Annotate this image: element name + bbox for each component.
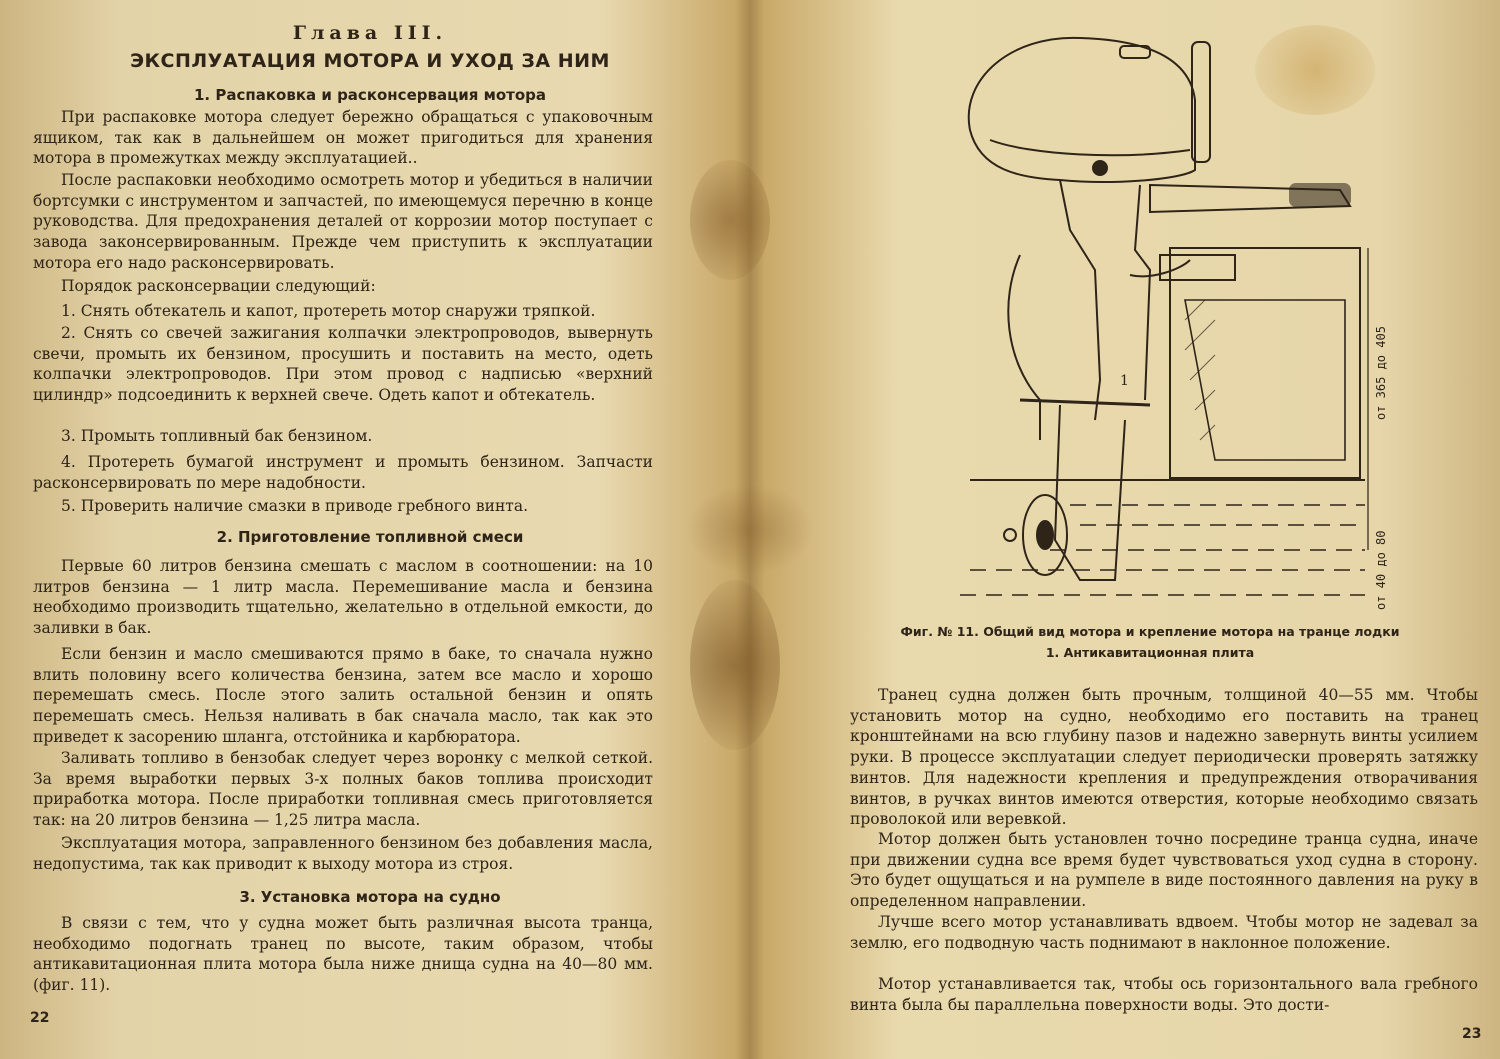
paragraph: После распаковки необходимо осмотреть мотор и убедиться в наличии бортсумки с инструментом и запчастей, по имеющемуся перечню в конце руководства. Для предохранения деталей от коррозии мотор поступает с завода законсервированным. Прежде чем приступить к эксплуатации мотора его надо расконсервировать. bbox=[33, 171, 653, 272]
list-item: 5. Проверить наличие смазки в приводе гребного винта. bbox=[61, 497, 529, 515]
propeller-nut bbox=[1004, 529, 1016, 541]
leg-right bbox=[1135, 185, 1150, 400]
engine-hood bbox=[969, 38, 1195, 182]
paragraph: Порядок расконсервации следующий: bbox=[61, 277, 376, 295]
paragraph: Эксплуатация мотора, заправленного бензином без добавления масла, недопустима, так как приводит к выходу мотора из строя. bbox=[33, 834, 653, 873]
paragraph: Лучше всего мотор устанавливать вдвоем. Чтобы мотор не задевал за землю, его подводную часть поднимают в наклонное положение. bbox=[850, 913, 1478, 952]
list-item: 2. Снять со свечей зажигания колпачки электропроводов, вывернуть свечи, промыть их бензином, просушить и поставить на место, одеть колпачки электропроводов. При этом провод с надписью «верхний цилиндр» подсоединить к верхней свече. Одеть капот и обтекатель. bbox=[33, 324, 653, 405]
leg-left bbox=[1060, 180, 1100, 420]
paragraph: Мотор должен быть установлен точно посредине транца судна, иначе при движении судна все время будет чувствоваться уход судна в сторону. Это будет ощущаться и на румпеле в виде постоянного давления на руку в определенном направлении. bbox=[850, 830, 1478, 911]
tiller-grip bbox=[1290, 184, 1350, 206]
motor-figure bbox=[950, 20, 1490, 620]
caption-line: 1. Антикавитационная плита bbox=[1045, 645, 1255, 660]
left-page bbox=[0, 0, 740, 1059]
list-item: 3. Промыть топливный бак бензином. bbox=[61, 427, 373, 445]
dimension-label-bottom: от 40 до 80 bbox=[1374, 530, 1388, 610]
dimension-label-top: от 365 до 405 bbox=[1374, 326, 1388, 420]
section-heading: 1. Распаковка и расконсервация мотора bbox=[193, 86, 546, 104]
hood-seam bbox=[990, 140, 1190, 155]
transom-inner bbox=[1185, 300, 1345, 460]
propeller-hub bbox=[1037, 521, 1053, 549]
figure-caption bbox=[860, 621, 1440, 663]
right-page bbox=[760, 0, 1500, 1059]
paragraph: Если бензин и масло смешиваются прямо в баке, то сначала нужно влить половину всего количества бензина, затем все масло и хорошо перемешать смесь. После этого залить остальной бензин и опять перемешать смесь. Нельзя наливать в бак сначала масло, так как это приведет к засорению шланга, отстойника и карбюратора. bbox=[33, 645, 653, 746]
section-heading: 3. Установка мотора на судно bbox=[239, 888, 501, 906]
list-item: 4. Протереть бумагой инструмент и промыть бензином. Запчасти расконсервировать по мере надобности. bbox=[33, 453, 653, 492]
water-line bbox=[960, 505, 1365, 595]
paragraph: Мотор устанавливается так, чтобы ось горизонтального вала гребного винта была бы параллельна поверхности воды. Это дости- bbox=[850, 975, 1478, 1014]
chapter-title: ЭКСПЛУАТАЦИЯ МОТОРА И УХОД ЗА НИМ bbox=[130, 50, 610, 72]
chapter-heading: Глава III. bbox=[292, 22, 448, 44]
page-number: 22 bbox=[30, 1010, 50, 1026]
paragraph: Первые 60 литров бензина смешать с маслом в соотношении: на 10 литров бензина — 1 литр масла. Перемешивание масла и бензина необходимо производить тщательно, желательно в отдельной емкости, до заливки в бак. bbox=[33, 557, 653, 638]
paragraph: Заливать топливо в бензобак следует через воронку с мелкой сеткой. За время выработки первых 3-х полных баков топлива происходит приработка мотора. После приработки топливная смесь приготовляется так: на 20 литров бензина — 1,25 литра масла. bbox=[33, 749, 653, 830]
clamp-bracket bbox=[1160, 255, 1235, 280]
figure-label-1: 1 bbox=[1120, 373, 1129, 389]
paragraph: В связи с тем, что у судна может быть различная высота транца, необходимо подогнать транец по высоте, таким образом, чтобы антикавитационная плита мотора была ниже днища судна на 40—80 мм. (фиг. 11). bbox=[33, 914, 653, 995]
knob bbox=[1093, 161, 1107, 175]
paragraph: При распаковке мотора следует бережно обращаться с упаковочным ящиком, так как в дальнейшем он может пригодиться для хранения мотора в промежутках между эксплуатацией.. bbox=[33, 108, 653, 168]
motor-diagram bbox=[950, 20, 1490, 620]
caption-line: Фиг. № 11. Общий вид мотора и крепление мотора на транце лодки bbox=[900, 624, 1400, 639]
list-item: 1. Снять обтекатель и капот, протереть мотор снаружи тряпкой. bbox=[61, 302, 596, 320]
section-heading: 2. Приготовление топливной смеси bbox=[216, 528, 524, 546]
paragraph: Транец судна должен быть прочным, толщиной 40—55 мм. Чтобы установить мотор на судно, необходимо его поставить на транец кронштейнами на всю глубину пазов и надежно завернуть винты усилием руки. В процессе эксплуатации следует периодически проверять затяжку винтов. Для надежности крепления и предупреждения отворачивания винтов, в ручках винтов имеются отверстия, которые необходимо связать проволокой или веревкой. bbox=[850, 686, 1478, 829]
housing-curve bbox=[1008, 255, 1040, 440]
transom bbox=[1170, 248, 1360, 478]
page-number: 23 bbox=[1462, 1026, 1482, 1042]
